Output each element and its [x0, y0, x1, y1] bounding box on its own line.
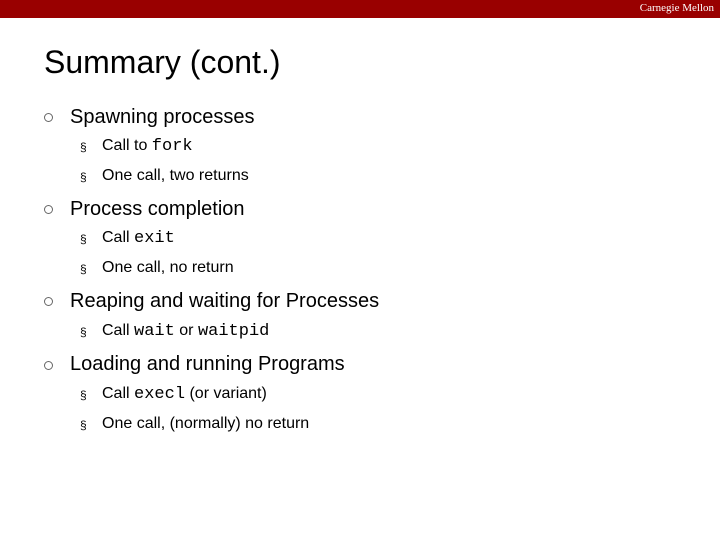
- square-bullet-icon: §: [80, 325, 87, 339]
- header-bar: [0, 0, 720, 18]
- list-item: Call execl (or variant): [102, 385, 267, 404]
- section-heading: Process completion: [70, 198, 245, 220]
- list-item: Call wait or waitpid: [102, 322, 270, 341]
- list-item: One call, two returns: [102, 167, 249, 184]
- square-bullet-icon: §: [80, 388, 87, 402]
- square-bullet-icon: §: [80, 170, 87, 184]
- list-item: One call, (normally) no return: [102, 415, 310, 432]
- square-bullet-icon: §: [80, 262, 87, 276]
- square-bullet-icon: §: [80, 418, 87, 432]
- slide-title: Summary (cont.): [44, 44, 281, 80]
- list-item: One call, no return: [102, 259, 234, 276]
- ring-bullet-icon: [44, 361, 53, 370]
- section-heading: Reaping and waiting for Processes: [70, 290, 380, 312]
- list-item: Call to fork: [102, 137, 193, 156]
- square-bullet-icon: §: [80, 140, 87, 154]
- section-heading: Loading and running Programs: [70, 353, 345, 375]
- section-heading: Spawning processes: [70, 106, 255, 128]
- ring-bullet-icon: [44, 205, 53, 214]
- ring-bullet-icon: [44, 297, 53, 306]
- brand-label: Carnegie Mellon: [639, 2, 714, 14]
- square-bullet-icon: §: [80, 232, 87, 246]
- list-item: Call exit: [102, 229, 175, 248]
- ring-bullet-icon: [44, 113, 53, 122]
